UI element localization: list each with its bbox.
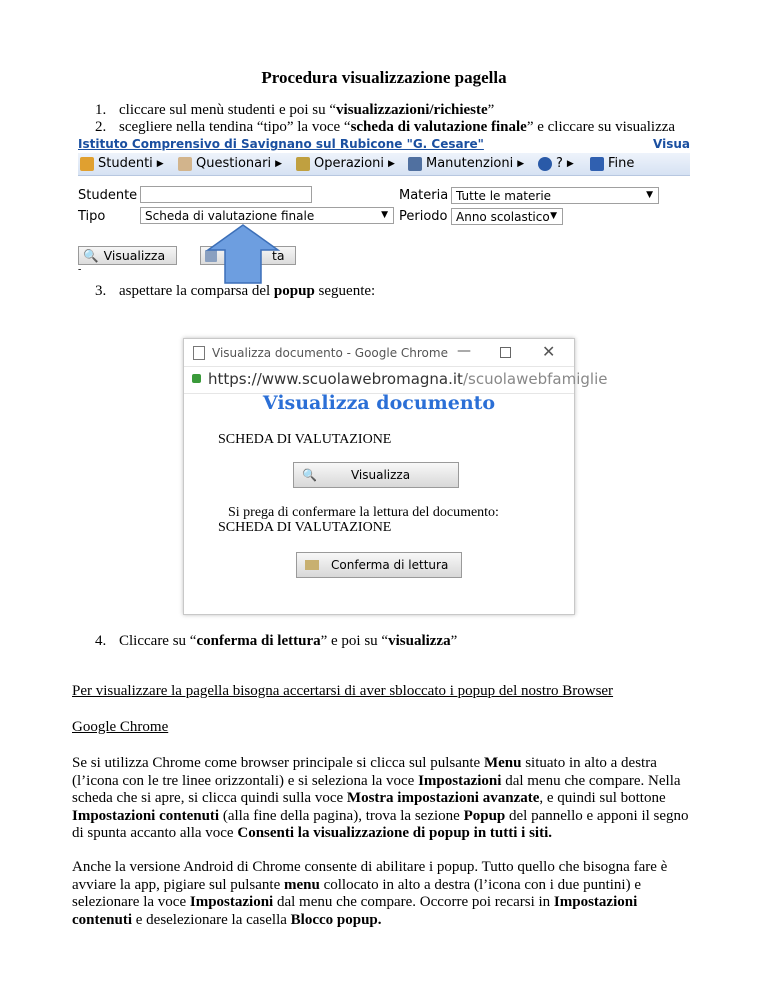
confirm-doc: SCHEDA DI VALUTAZIONE [218, 520, 392, 535]
materia-select[interactable]: Tutte le materie ▼ [451, 187, 659, 204]
step-1: 1. cliccare sul menù studenti e poi su “visualizzazioni/richieste” [95, 102, 495, 118]
periodo-select[interactable]: Anno scolastico ▼ [451, 208, 563, 225]
menu-bar [78, 153, 690, 176]
arrow-right-icon: ▶ [566, 158, 574, 169]
step-2: 2. scegliere nella tendina “tipo” la voce “scheda di valutazione finale” e cliccare su visualizza [95, 119, 676, 135]
step-4: 4. Cliccare su “conferma di lettura” e poi su “visualizza” [95, 633, 458, 649]
studente-input[interactable] [140, 186, 312, 203]
school-name[interactable]: Istituto Comprensivo di Savignano sul Rubicone "G. Cesare" [78, 137, 484, 151]
arrow-right-icon: ▶ [517, 158, 525, 169]
section-heading-chrome: Google Chrome [72, 719, 169, 735]
menu-questionari[interactable]: Questionari ▶ [178, 156, 282, 171]
search-icon: 🔍 [83, 247, 99, 263]
step-3: 3. aspettare la comparsa del popup seguente: [95, 283, 376, 299]
close-icon[interactable]: ✕ [542, 342, 556, 361]
document-icon [193, 346, 205, 360]
visualizza-button[interactable]: 🔍 Visualizza [78, 246, 177, 265]
exit-icon [590, 157, 604, 171]
questionnaire-icon [178, 157, 192, 171]
popup-visualizza-button[interactable]: 🔍 Visualizza [293, 462, 459, 488]
maximize-icon[interactable] [500, 347, 511, 358]
menu-fine[interactable]: Fine [590, 156, 634, 171]
conferma-lettura-button[interactable]: Conferma di lettura [296, 552, 462, 578]
popup-address-bar[interactable] [184, 366, 608, 394]
help-icon [538, 157, 552, 171]
chrome-android-paragraph: Anche la versione Android di Chrome consente di abilitare i popup. Tutto quello che bisogna fare è avviare la app, pigiare sul pulsante menu collocato in alto a destra (l’icona con i due puntini) e selezionare la voce Impostazioni dal menu che compare. Occorre poi recarsi in Impostazioni contenuti e deselezionare la casella Blocco popup. [72, 859, 668, 928]
menu-help[interactable]: ? ▶ [538, 156, 574, 171]
menu-operazioni[interactable]: Operazioni ▶ [296, 156, 395, 171]
arrow-right-icon: ▶ [388, 158, 395, 169]
small-dot: - [78, 264, 82, 275]
minimize-icon[interactable]: — [457, 343, 471, 359]
students-icon [80, 157, 94, 171]
popup-heading: Visualizza documento [262, 392, 496, 414]
popup-titlebar [184, 339, 574, 366]
arrow-right-icon: ▶ [275, 158, 282, 169]
popup-notice: Per visualizzare la pagella bisogna accertarsi di aver sbloccato i popup del nostro Browser [72, 683, 614, 699]
up-arrow-icon [207, 224, 279, 284]
popup-window [183, 338, 608, 615]
page-title: Procedura visualizzazione pagella [261, 68, 507, 87]
tipo-label: Tipo [78, 209, 106, 224]
materia-label: Materia [399, 188, 449, 203]
popup-window-title: Visualizza documento - Google Chrome [212, 346, 448, 360]
app-screenshot [78, 136, 690, 278]
maintenance-icon [408, 157, 422, 171]
search-icon: 🔍 [302, 468, 317, 482]
studente-label: Studente [78, 188, 138, 203]
popup-url: https://www.scuolawebromagna.it/scuolawebfamiglie [208, 370, 608, 388]
menu-studenti[interactable]: Studenti ▶ [80, 156, 164, 171]
periodo-label: Periodo [399, 209, 448, 224]
lock-icon [192, 374, 201, 383]
pencil-icon [305, 560, 319, 570]
operations-icon [296, 157, 310, 171]
confirm-text: Si prega di confermare la lettura del documento: [228, 505, 499, 520]
chrome-desktop-paragraph: Se si utilizza Chrome come browser principale si clicca sul pulsante Menu situato in alto a destra (l’icona con le tre linee orizzontali) e si seleziona la voce Impostazioni dal menu che compare. Nella scheda che si apre, si clicca quindi sulla voce Mostra impostazioni avanzate, e quindi sul bottone Impostazioni contenuti (alla fine della pagina), trova la sezione Popup del pannello e apponi il segno di spunta accanto alla voce Consenti la visualizzazione di popup in tutti i siti. [72, 755, 689, 841]
stampa-button[interactable]: ta [200, 246, 296, 265]
arrow-right-icon: ▶ [156, 158, 164, 169]
menu-manutenzioni[interactable]: Manutenzioni ▶ [408, 156, 524, 171]
tipo-select[interactable]: Scheda di valutazione finale ▼ [140, 207, 394, 224]
visua-label: Visua [653, 137, 690, 151]
doc-label: SCHEDA DI VALUTAZIONE [218, 432, 392, 447]
